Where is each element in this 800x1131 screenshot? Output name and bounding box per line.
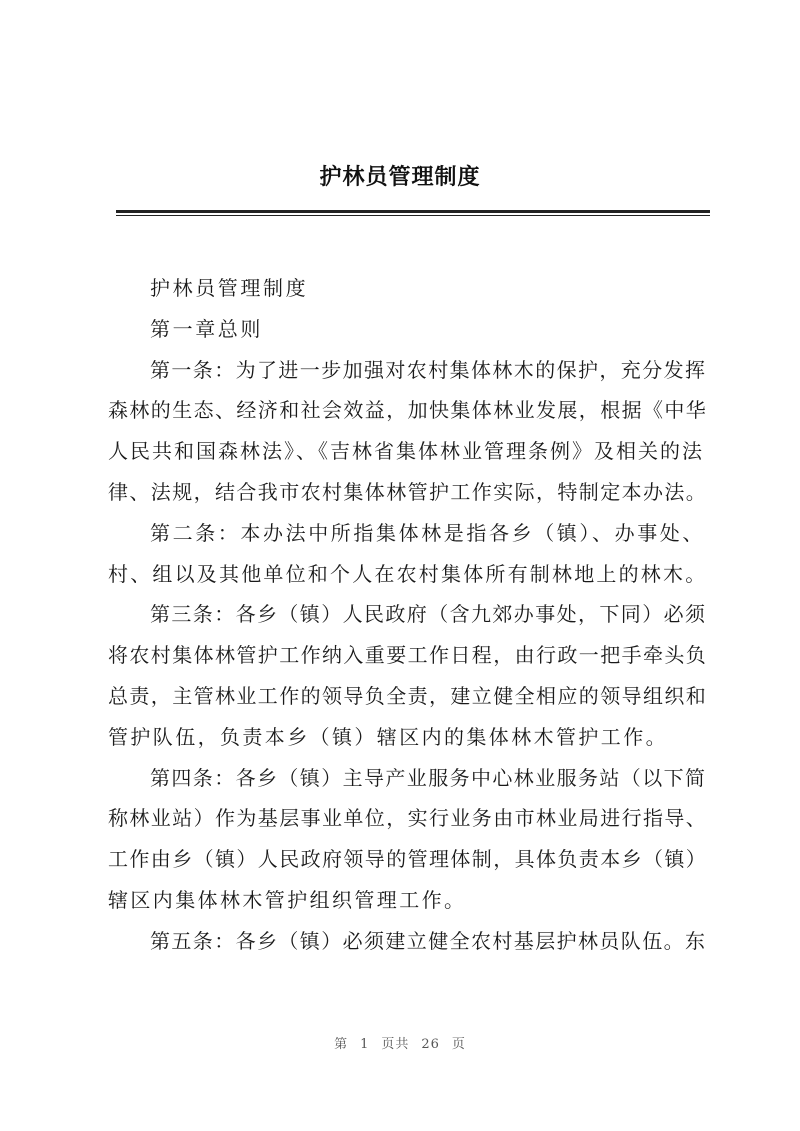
body-line: 称林业站）作为基层事业单位，实行业务由市林业局进行指导、: [108, 806, 708, 831]
document-title: 护林员管理制度: [319, 165, 481, 190]
body-line: 第一条：为了进一步加强对农村集体林木的保护，充分发挥: [150, 357, 707, 382]
page-footer: [0, 1033, 800, 1052]
body-line: 第一章总则: [150, 316, 263, 341]
body-line: 管护队伍，负责本乡（镇）辖区内的集体林木管护工作。: [108, 724, 668, 749]
body-line: 辖区内集体林木管护组织管理工作。: [108, 887, 467, 912]
body-line: 第三条：各乡（镇）人民政府（含九郊办事处，下同）必须: [150, 602, 707, 627]
document-body: [108, 268, 708, 962]
body-line: 村、组以及其他单位和个人在农村集体所有制林地上的林木。: [108, 561, 708, 586]
body-line: 森林的生态、经济和社会效益，加快集体林业发展，根据《中华: [108, 398, 708, 423]
body-line: 总责，主管林业工作的领导负全责，建立健全相应的领导组织和: [108, 683, 708, 708]
body-line: 护林员管理制度: [150, 276, 309, 300]
footer-page-number: 1: [360, 1037, 370, 1052]
body-line: 第二条：本办法中所指集体林是指各乡（镇）、办事处、: [150, 520, 705, 545]
body-line: 第五条：各乡（镇）必须建立健全农村基层护林员队伍。东: [150, 928, 707, 953]
body-line: 第四条：各乡（镇）主导产业服务中心林业服务站（以下简: [150, 765, 707, 790]
body-line: 律、法规，结合我市农村集体林管护工作实际，特制定本办法。: [108, 479, 708, 504]
title-rule-thick: [116, 210, 710, 213]
body-line: 工作由乡（镇）人民政府领导的管理体制，具体负责本乡（镇）: [108, 847, 708, 872]
title-rule-thin: [116, 215, 710, 216]
footer-prefix: 第: [334, 1037, 349, 1052]
footer-suffix: 页: [451, 1037, 466, 1052]
body-line: 将农村集体林管护工作纳入重要工作日程，由行政一把手牵头负: [108, 643, 708, 668]
body-line: 人民共和国森林法》、《吉林省集体林业管理条例》及相关的法: [108, 439, 704, 464]
footer-total-pages: 26: [421, 1037, 440, 1052]
footer-middle: 页共: [381, 1037, 410, 1052]
